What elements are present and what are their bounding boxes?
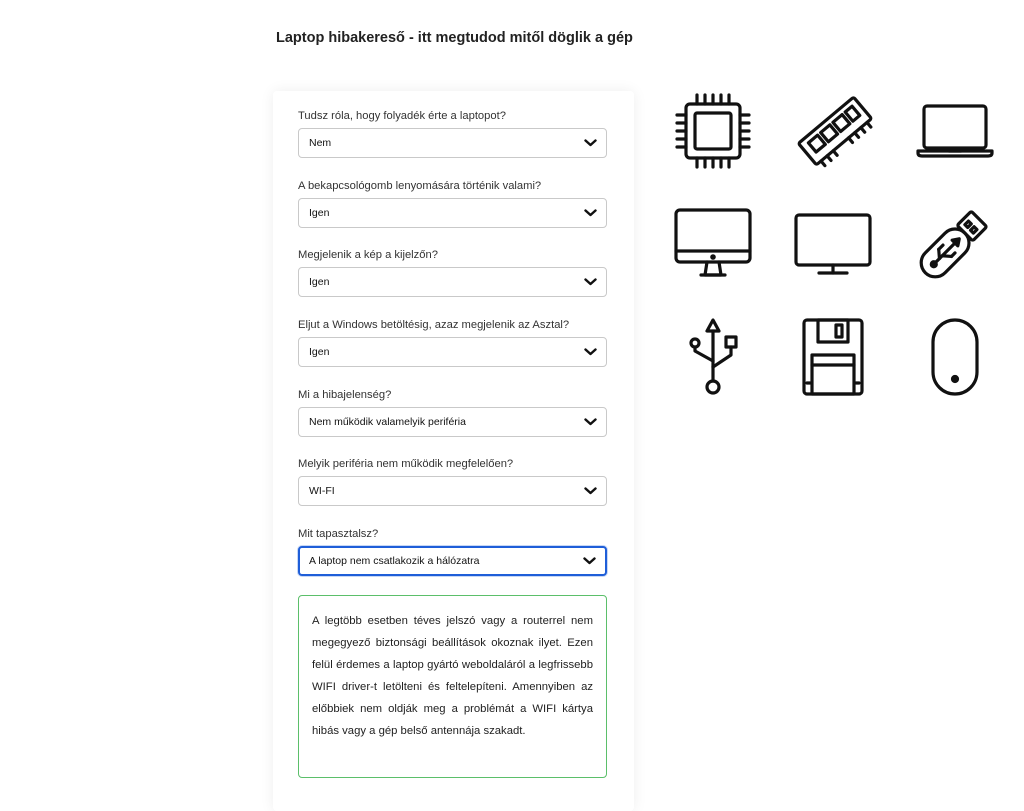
- question-windows-boot: [298, 318, 607, 367]
- question-label: Megjelenik a kép a kijelzőn?: [298, 249, 438, 261]
- question-label: A bekapcsológomb lenyomására történik valami?: [298, 180, 542, 192]
- question-label: Melyik periféria nem működik megfelelően?: [298, 458, 514, 470]
- question-liquid-damage: [298, 109, 607, 158]
- chevron-down-icon: [584, 278, 597, 286]
- question-label: Mi a hibajelenség?: [298, 389, 392, 401]
- ram-icon: [795, 91, 875, 171]
- chevron-down-icon: [584, 418, 597, 426]
- question-experience: [298, 527, 607, 576]
- chevron-down-icon: [584, 139, 597, 147]
- cpu-icon: [673, 91, 753, 171]
- desktop-monitor-icon: [673, 203, 753, 283]
- question-label: Mit tapasztalsz?: [298, 528, 379, 540]
- diagnosis-answer-box: A legtöbb esetben téves jelszó vagy a routerrel nem megegyező biztonsági beállítások okoznak ilyet. Ezen felül érdemes a laptop gyártó weboldaláról a legfrissebb WIFI driver-t letölteni és feltelepíteni. Amennyiben az előbbiek nem oldják meg a problémát a WIFI kártya hibás vagy a gép belső antennája szakadt.: [298, 595, 607, 778]
- laptop-icon: [915, 91, 995, 171]
- power-button-select[interactable]: [298, 198, 607, 228]
- select-value: Igen: [309, 346, 330, 358]
- usb-symbol-icon: [673, 317, 753, 397]
- peripheral-select[interactable]: [298, 476, 607, 506]
- mouse-icon: [915, 317, 995, 397]
- diagnostic-form-card: [273, 91, 634, 811]
- chevron-down-icon: [584, 348, 597, 356]
- select-value: A laptop nem csatlakozik a hálózatra: [309, 555, 480, 567]
- symptom-select[interactable]: [298, 407, 607, 437]
- floppy-disk-icon: [793, 317, 873, 397]
- question-symptom: [298, 388, 607, 437]
- usb-stick-icon: [915, 203, 995, 283]
- question-label: Tudsz róla, hogy folyadék érte a laptopot?: [298, 110, 506, 122]
- select-value: Nem: [309, 137, 332, 149]
- windows-boot-select[interactable]: [298, 337, 607, 367]
- liquid-damage-select[interactable]: [298, 128, 607, 158]
- question-label: Eljut a Windows betöltésig, azaz megjelenik az Asztal?: [298, 319, 570, 331]
- chevron-down-icon: [584, 209, 597, 217]
- display-image-select[interactable]: [298, 267, 607, 297]
- page-title: Laptop hibakereső - itt megtudod mitől döglik a gép: [276, 30, 633, 46]
- question-power-button: [298, 179, 607, 228]
- display-icon: [793, 203, 873, 283]
- chevron-down-icon: [583, 557, 596, 565]
- chevron-down-icon: [584, 487, 597, 495]
- select-value: Igen: [309, 276, 330, 288]
- select-value: Nem működik valamelyik periféria: [309, 416, 466, 428]
- question-peripheral: [298, 457, 607, 506]
- question-display-image: [298, 248, 607, 297]
- select-value: Igen: [309, 207, 330, 219]
- select-value: WI-FI: [309, 485, 335, 497]
- experience-select[interactable]: [298, 546, 607, 576]
